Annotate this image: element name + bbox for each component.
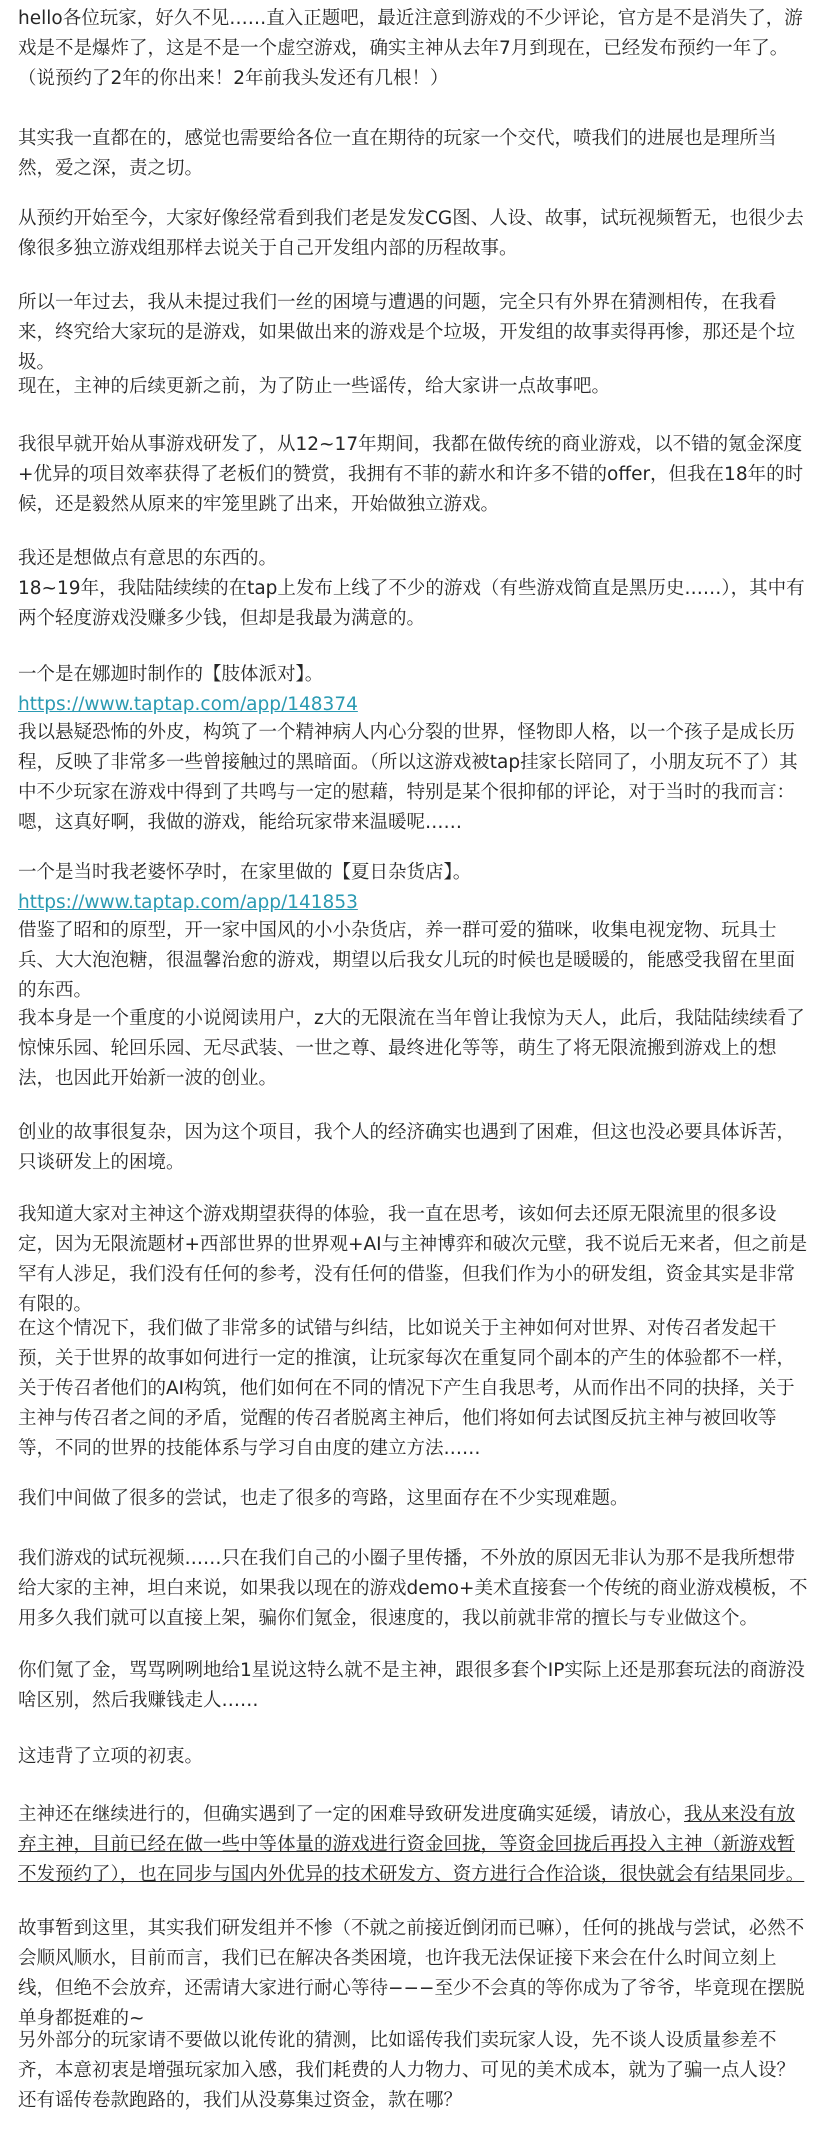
paragraph: 18~19年，我陆陆续续的在tap上发布上线了不少的游戏（有些游戏简直是黑历史……），其中有两个轻度游戏没赚多少钱，但却是我最为满意的。 xyxy=(18,578,805,629)
paragraph: 一个是当时我老婆怀孕时，在家里做的【夏日杂货店】。 xyxy=(18,862,472,883)
paragraph-text: 主神还在继续进行的，但确实遇到了一定的困难导致研发进度确实延缓，请放心， xyxy=(18,1804,685,1825)
game-link-limb-party[interactable]: https://www.taptap.com/app/148374 xyxy=(18,694,358,715)
paragraph: 这违背了立项的初衷。 xyxy=(18,1746,204,1767)
paragraph: 其实我一直都在的，感觉也需要给各位一直在期待的玩家一个交代，喷我们的进展也是理所当然，爱之深，责之切。 xyxy=(18,128,777,179)
paragraph: 在这个情况下，我们做了非常多的试错与纠结，比如说关于主神如何对世界、对传召者发起干预，关于世界的故事如何进行一定的推演，让玩家每次在重复同个副本的产生的体验都不一样，关于传召者他们的AI构筑，他们如何在不同的情况下产生自我思考，从而作出不同的抉择，关于主神与传召者之间的矛盾，觉醒的传召者脱离主神后，他们将如何去试图反抗主神与被回收等等，不同的世界的技能体系与学习自由度的建立方法…… xyxy=(18,1318,796,1459)
paragraph: 我很早就开始从事游戏研发了，从12~17年期间，我都在做传统的商业游戏，以不错的氪金深度+优异的项目效率获得了老板们的赞赏，我拥有不菲的薪水和许多不错的offer，但我在18年的时候，还是毅然从原来的牢笼里跳了出来，开始做独立游戏。 xyxy=(18,434,804,515)
paragraph: 一个是在娜迦时制作的【肢体派对】。 xyxy=(18,664,324,685)
paragraph: 我还是想做点有意思的东西的。 xyxy=(18,548,278,569)
paragraph: 我们中间做了很多的尝试，也走了很多的弯路，这里面存在不少实现难题。 xyxy=(18,1488,629,1509)
paragraph: 我以悬疑恐怖的外皮，构筑了一个精神病人内心分裂的世界，怪物即人格，以一个孩子是成长历程，反映了非常多一些曾接触过的黑暗面。（所以这游戏被tap挂家长陪同了，小朋友玩不了）其中不少玩家在游戏中得到了共鸣与一定的慰藉，特别是某个很抑郁的评论，对于当时的我而言：嗯，这真好啊，我做的游戏，能给玩家带来温暖呢…… xyxy=(18,722,798,833)
game-link-summer-store[interactable]: https://www.taptap.com/app/141853 xyxy=(18,892,358,913)
paragraph-intro: hello各位玩家，好久不见……直入正题吧，最近注意到游戏的不少评论，官方是不是消失了，游戏是不是爆炸了，这是不是一个虚空游戏，确实主神从去年7月到现在，已经发布预约一年了。（说预约了2年的你出来！2年前我头发还有几根！） xyxy=(18,8,803,89)
paragraph: 我本身是一个重度的小说阅读用户，z大的无限流在当年曾让我惊为天人，此后，我陆陆续续看了惊悚乐园、轮回乐园、无尽武装、一世之尊、最终进化等等，萌生了将无限流搬到游戏上的想法，也因此开始新一波的创业。 xyxy=(18,1008,805,1089)
paragraph-commitment xyxy=(18,1800,808,1890)
paragraph: 我们游戏的试玩视频……只在我们自己的小圈子里传播，不外放的原因无非认为那不是我所想带给大家的主神，坦白来说，如果我以现在的游戏demo+美术直接套一个传统的商业游戏模板，不用多久我们就可以直接上架，骗你们氪金，很速度的，我以前就非常的擅长与专业做这个。 xyxy=(18,1548,808,1629)
paragraph: 现在，主神的后续更新之前，为了防止一些谣传，给大家讲一点故事吧。 xyxy=(18,376,611,397)
paragraph: 所以一年过去，我从未提过我们一丝的困境与遭遇的问题，完全只有外界在猜测相传，在我看来，终究给大家玩的是游戏，如果做出来的游戏是个垃圾，开发组的故事卖得再惨，那还是个垃圾。 xyxy=(18,292,796,373)
paragraph: 借鉴了昭和的原型，开一家中国风的小小杂货店，养一群可爱的猫咪，收集电视宠物、玩具士兵、大大泡泡糖，很温馨治愈的游戏，期望以后我女儿玩的时候也是暖暖的，能感受我留在里面的东西。 xyxy=(18,920,796,1001)
paragraph: 创业的故事很复杂，因为这个项目，我个人的经济确实也遇到了困难，但这也没必要具体诉苦，只谈研发上的困境。 xyxy=(18,1122,796,1173)
paragraph: 你们氪了金，骂骂咧咧地给1星说这特么就不是主神，跟很多套个IP实际上还是那套玩法的商游没啥区别，然后我赚钱走人…… xyxy=(18,1660,805,1711)
underlined-statement: 我从来没有放弃主神，目前已经在做一些中等体量的游戏进行资金回拢，等资金回拢后再投入主神（新游戏暂不发预约了），也在同步与国内外优异的技术研发方、资方进行合作洽谈，很快就会有结果同步。 xyxy=(18,1804,805,1885)
paragraph: 另外部分的玩家请不要做以讹传讹的猜测，比如谣传我们卖玩家人设，先不谈人设质量参差不齐，本意初衷是增强玩家加入感，我们耗费的人力物力、可见的美术成本，就为了骗一点人设？还有谣传卷款跑路的，我们从没募集过资金，款在哪？ xyxy=(18,2030,796,2111)
paragraph: 我知道大家对主神这个游戏期望获得的体验，我一直在思考，该如何去还原无限流里的很多设定，因为无限流题材+西部世界的世界观+AI与主神博弈和破次元壁，我不说后无来者，但之前是罕有人涉足，我们没有任何的参考，没有任何的借鉴，但我们作为小的研发组，资金其实是非常有限的。 xyxy=(18,1204,808,1315)
paragraph: 故事暂到这里，其实我们研发组并不惨（不就之前接近倒闭而已嘛），任何的挑战与尝试，必然不会顺风顺水，目前而言，我们已在解决各类困境，也许我无法保证接下来会在什么时间立刻上线，但绝不会放弃，还需请大家进行耐心等待−−−至少不会真的等你成为了爷爷，毕竟现在摆脱单身都挺难的~ xyxy=(18,1918,805,2029)
paragraph: 从预约开始至今，大家好像经常看到我们老是发发CG图、人设、故事，试玩视频暂无，也很少去像很多独立游戏组那样去说关于自己开发组内部的历程故事。 xyxy=(18,208,804,259)
